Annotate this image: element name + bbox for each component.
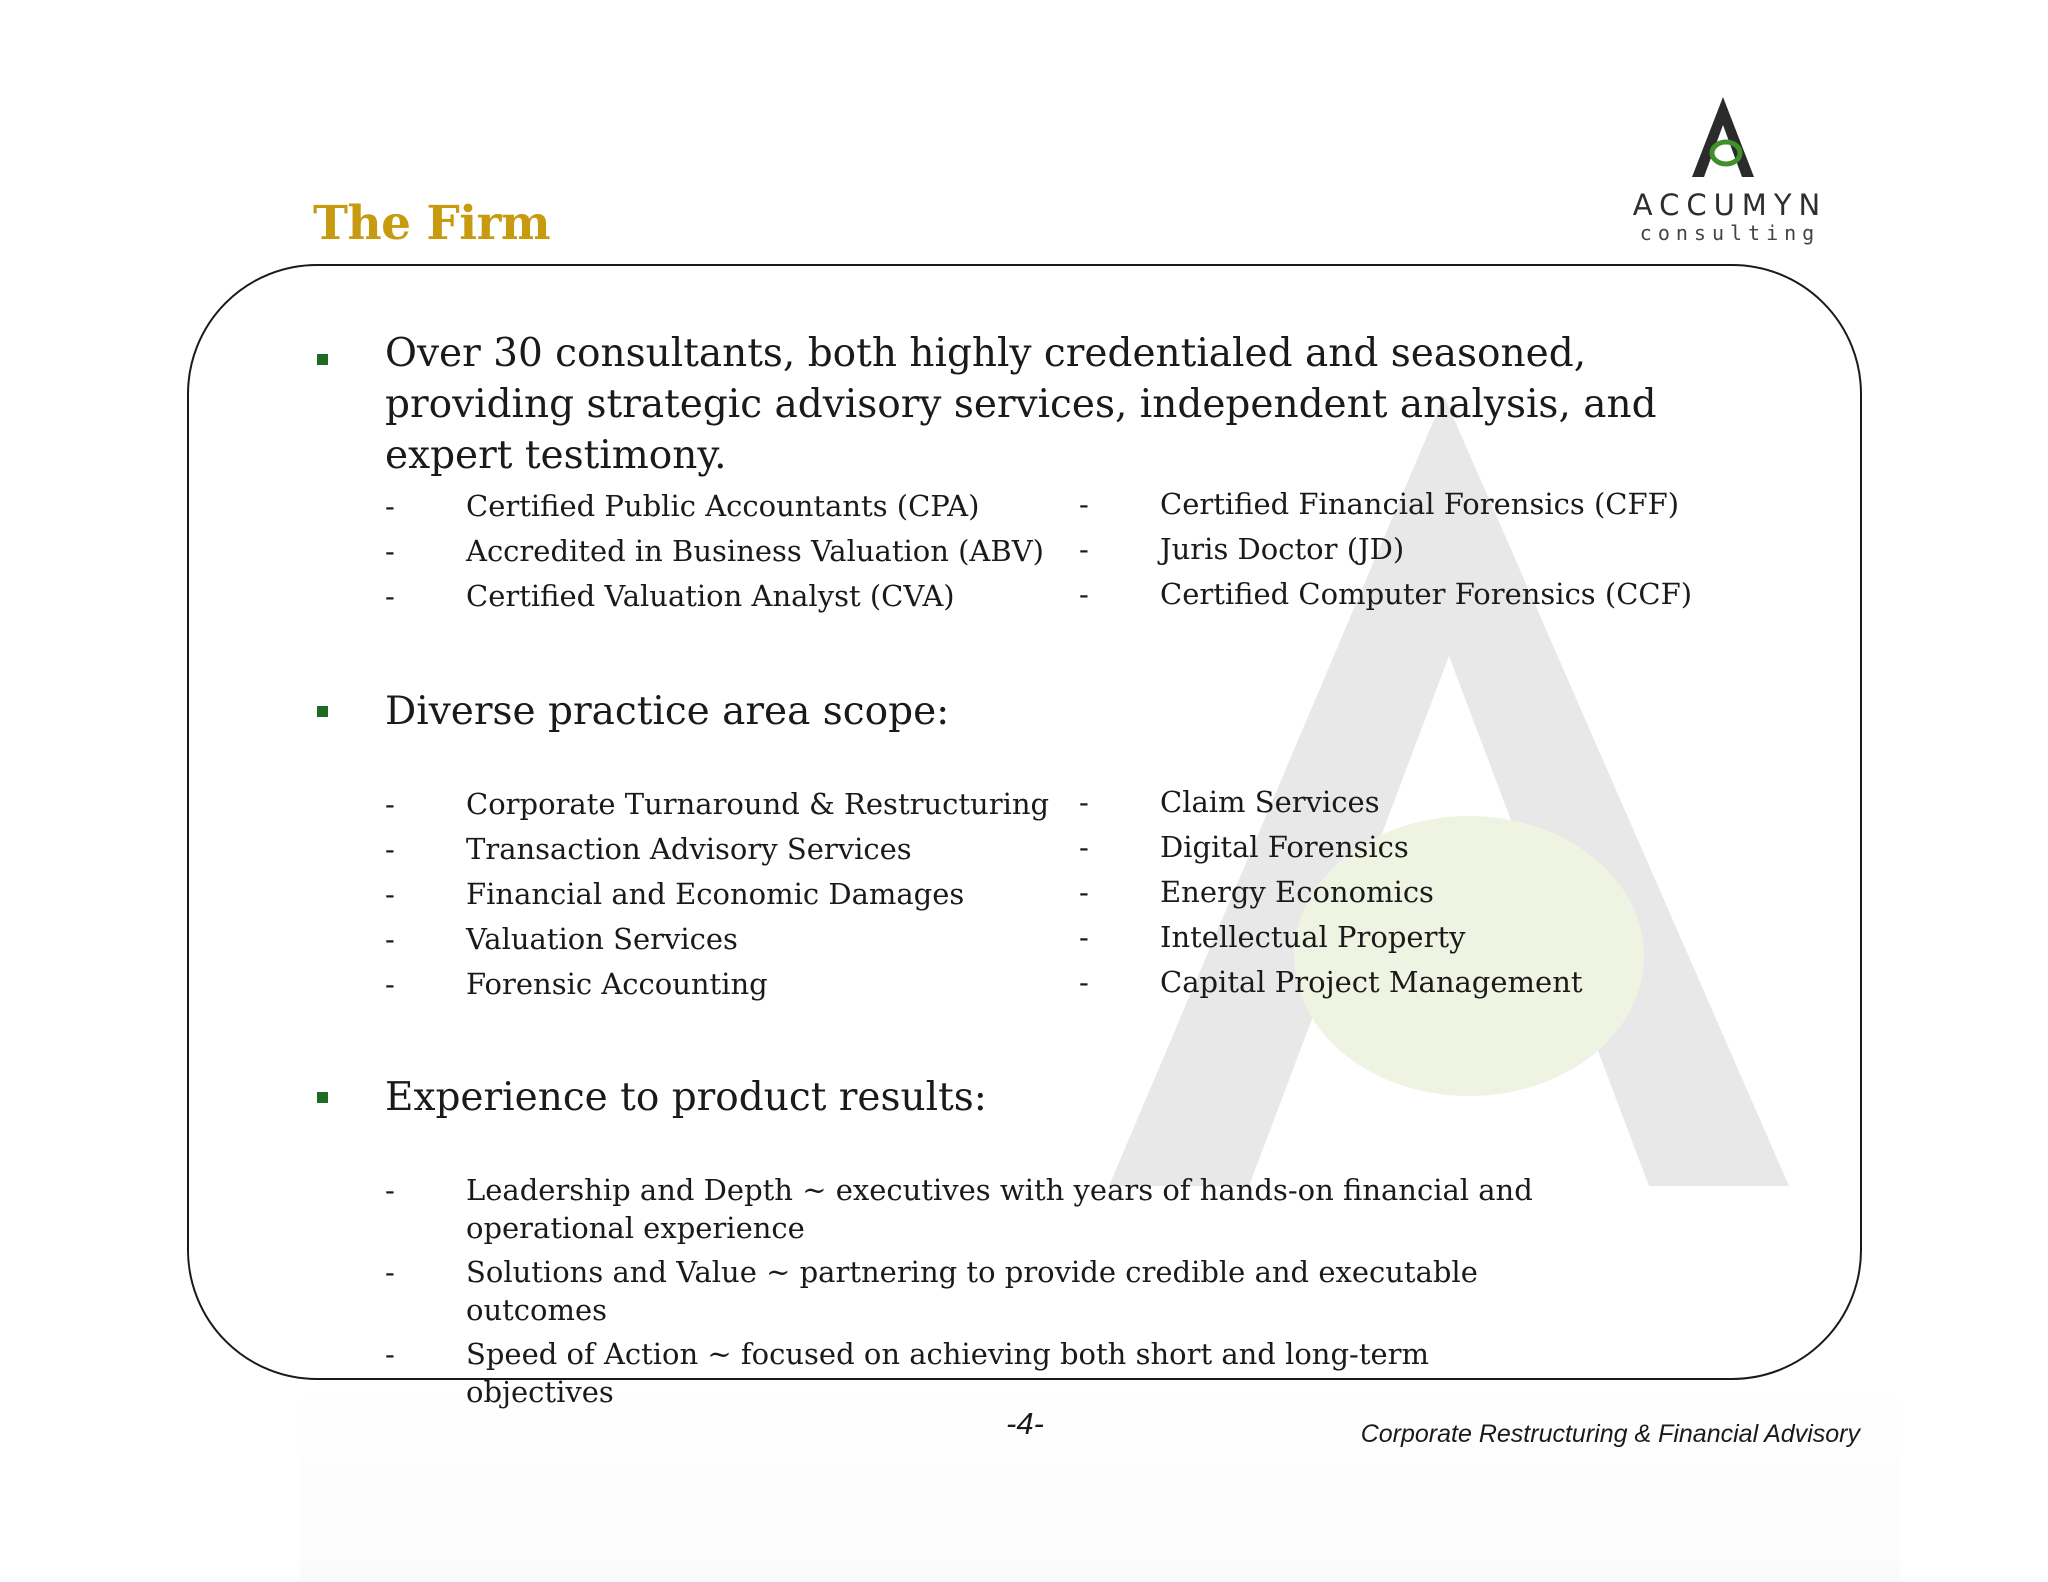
credentials-list-right [1079,482,1692,617]
page-number: -4- [1006,1406,1044,1441]
credentials-list-left [385,484,1044,619]
logo-subtitle: consulting [1639,221,1821,245]
footer-tagline: Corporate Restructuring & Financial Advisory [1360,1420,1860,1448]
company-logo [1600,90,1860,250]
list-item: - Certified Financial Forensics (CFF) [1079,487,1680,521]
section-heading: Experience to product results: [385,1075,987,1120]
bullet-square-icon [317,706,328,717]
list-item: - Solutions and Value ~ partnering to provide credible and executable outcomes [385,1255,1478,1327]
list-item: - Juris Doctor (JD) [1079,532,1405,566]
list-item: - Speed of Action ~ focused on achieving both short and long-term objectives [385,1337,1430,1409]
list-item: - Transaction Advisory Services [385,832,912,866]
list-item: - Energy Economics [1079,875,1434,909]
list-item: - Certified Public Accountants (CPA) [385,489,980,523]
logo-name: ACCUMYN [1632,188,1828,222]
list-item: - Capital Project Management [1079,965,1583,999]
content-panel [187,264,1862,1409]
section-heading: Over 30 consultants, both highly credentialed and seasoned, providing strategic advisory services, independent analysis, and expert testimony. [385,331,1657,478]
list-item: - Claim Services [1079,785,1380,819]
list-item: - Digital Forensics [1079,830,1409,864]
list-item: - Valuation Services [385,922,738,956]
list-item: - Financial and Economic Damages [385,877,965,911]
page-title: The Firm [313,196,551,251]
experience-list [385,1171,1585,1417]
list-item: - Forensic Accounting [385,967,768,1001]
list-item: - Accredited in Business Valuation (ABV) [385,534,1044,568]
list-item: - Intellectual Property [1079,920,1466,954]
accumyn-a-logo-icon [1688,95,1758,180]
bullet-square-icon [317,1092,328,1103]
list-item: - Leadership and Depth ~ executives with years of hands-on financial and operational experience [385,1173,1533,1245]
practice-list-right [1079,780,1583,1005]
section-heading: Diverse practice area scope: [385,689,950,734]
bullet-square-icon [317,354,328,365]
list-item: - Corporate Turnaround & Restructuring [385,787,1050,821]
list-item: - Certified Valuation Analyst (CVA) [385,579,955,613]
list-item: - Certified Computer Forensics (CCF) [1079,577,1693,611]
practice-list-left [385,782,1049,1007]
